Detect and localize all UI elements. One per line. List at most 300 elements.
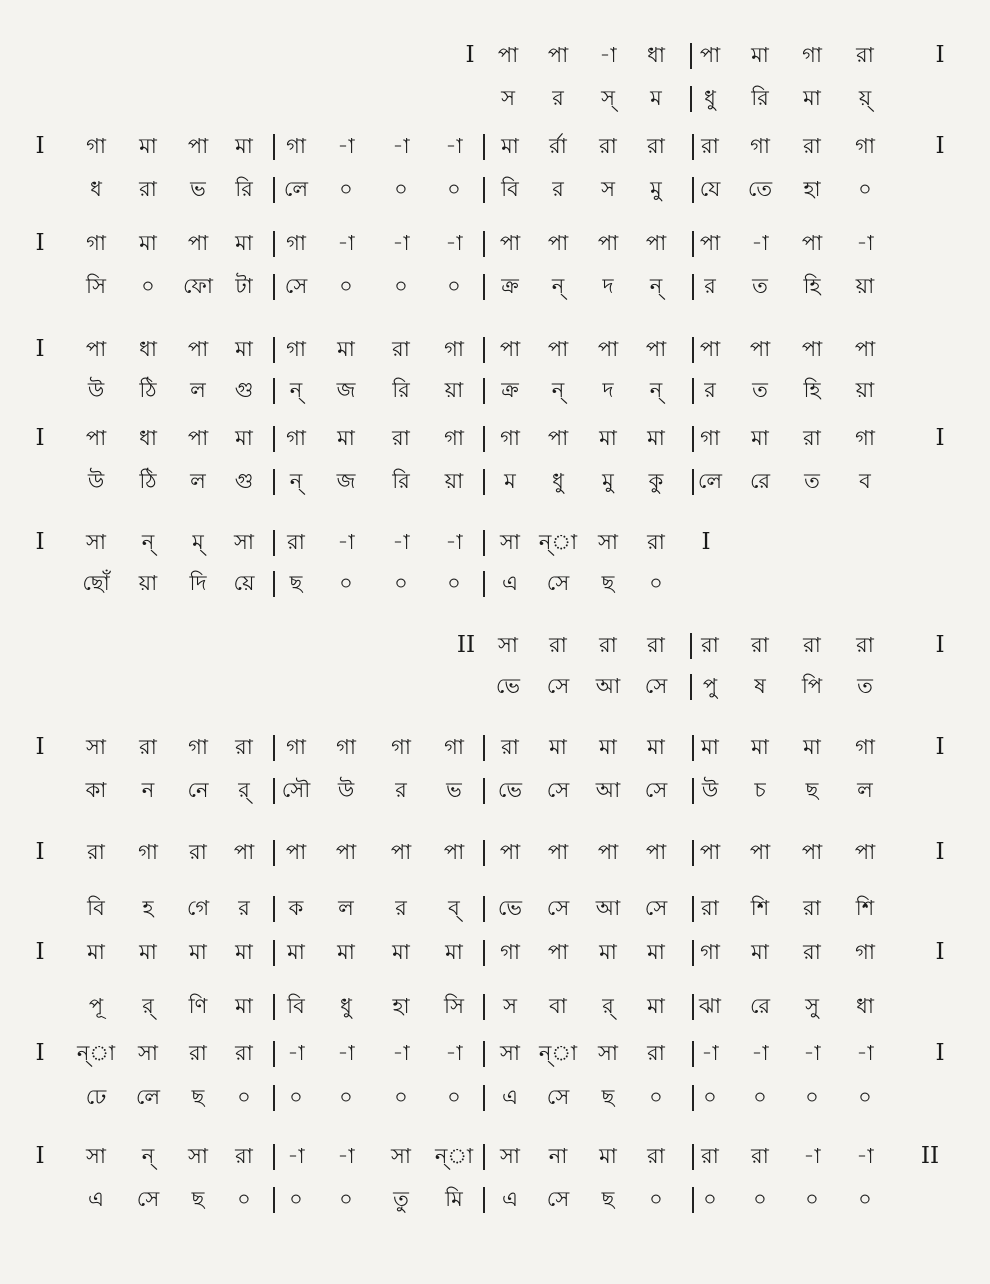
lyric-syllable: ভে [497, 778, 523, 802]
lyric-syllable: ন্ [551, 378, 565, 402]
lyric-syllable: র [395, 778, 407, 802]
swara-note: পা [443, 840, 465, 864]
measure-barline [273, 274, 275, 300]
measure-barline [690, 633, 692, 659]
swara-note: রা [139, 735, 157, 759]
swara-note: পা [187, 337, 209, 361]
swara-note: মা [139, 940, 157, 964]
swara-note: রা [701, 134, 719, 158]
measure-barline [692, 426, 694, 452]
swara-note: -া [751, 1041, 769, 1065]
lyric-syllable: হা [803, 177, 821, 201]
swara-note: গা [86, 231, 106, 255]
swara-note: পা [645, 840, 667, 864]
swara-note: -া [337, 530, 355, 554]
measure-barline [273, 1187, 275, 1213]
lyric-syllable: মি [445, 1187, 463, 1211]
section-open-marker: I [35, 1040, 45, 1066]
measure-barline [273, 1041, 275, 1067]
swara-note: -া [445, 530, 463, 554]
lyric-syllable: বি [287, 994, 305, 1018]
swara-note: -া [337, 134, 355, 158]
lyric-syllable: মা [235, 994, 253, 1018]
lyric-syllable: লে [135, 1085, 161, 1109]
measure-barline [273, 778, 275, 804]
lyric-syllable: স [501, 86, 515, 110]
lyric-syllable: আ [595, 674, 621, 698]
lyric-syllable: ধু [552, 469, 564, 493]
lyric-syllable: যে [699, 177, 721, 201]
swara-note: মা [751, 426, 769, 450]
lyric-syllable: উ [337, 778, 355, 802]
measure-barline [692, 1144, 694, 1170]
lyric-syllable: সে [546, 1187, 570, 1211]
swara-note: রা [599, 134, 617, 158]
measure-barline [483, 896, 485, 922]
swara-note: রা [751, 1144, 769, 1168]
swara-note: -া [751, 231, 769, 255]
lyric-syllable: ত [752, 274, 768, 298]
lyric-syllable: ০ [394, 1085, 408, 1109]
lyric-syllable: ০ [394, 177, 408, 201]
measure-barline [273, 735, 275, 761]
swara-note: ন্ [141, 1144, 155, 1168]
swara-note: ম্ [192, 530, 204, 554]
lyric-row [0, 986, 990, 1026]
lyric-syllable: ০ [289, 1187, 303, 1211]
section-close-marker: I [935, 939, 945, 965]
measure-barline [483, 994, 485, 1020]
swara-note: মা [501, 134, 519, 158]
swara-note: সা [188, 1144, 208, 1168]
lyric-syllable: ন্ [649, 378, 663, 402]
swara-note: রা [647, 530, 665, 554]
measure-barline [483, 778, 485, 804]
lyric-syllable: পু [702, 674, 718, 698]
lyric-syllable: স্ [601, 86, 615, 110]
lyric-syllable: ধু [704, 86, 716, 110]
measure-barline [692, 177, 694, 203]
swara-note: ন্া [76, 1041, 116, 1065]
swara-note: ন্ [141, 530, 155, 554]
lyric-syllable: ০ [394, 571, 408, 595]
swara-note: পা [699, 231, 721, 255]
measure-barline [273, 530, 275, 556]
swara-note: গা [700, 426, 720, 450]
lyric-syllable: ন [141, 778, 155, 802]
lyric-syllable: বি [87, 896, 105, 920]
swara-note: পা [749, 337, 771, 361]
lyric-syllable: ণি [188, 994, 208, 1018]
lyric-syllable: হি [803, 274, 821, 298]
swara-note: পা [499, 231, 521, 255]
lyric-syllable: ০ [703, 1085, 717, 1109]
lyric-syllable: ভ [190, 177, 206, 201]
swara-note: মা [599, 426, 617, 450]
lyric-syllable: পি [801, 674, 823, 698]
lyric-syllable: ঠি [139, 378, 157, 402]
lyric-row [0, 461, 990, 501]
lyric-syllable: হ [142, 896, 154, 920]
swara-note: রা [87, 840, 105, 864]
swara-note: পা [645, 337, 667, 361]
lyric-syllable: ত [804, 469, 820, 493]
lyric-syllable: ক [288, 896, 304, 920]
swara-note: রা [287, 530, 305, 554]
lyric-syllable: গু [234, 469, 254, 493]
lyric-syllable: য়া [138, 571, 158, 595]
measure-barline [692, 1085, 694, 1111]
lyric-syllable: সি [444, 994, 464, 1018]
lyric-syllable: য়া [444, 378, 464, 402]
swara-note: সা [498, 633, 518, 657]
lyric-syllable: সে [546, 896, 570, 920]
measure-barline [483, 1144, 485, 1170]
lyric-syllable: মু [602, 469, 614, 493]
lyric-syllable: রে [749, 469, 771, 493]
lyric-syllable: জ [336, 469, 356, 493]
swara-note: পা [187, 134, 209, 158]
lyric-syllable: রা [139, 177, 157, 201]
swara-note: -া [337, 1041, 355, 1065]
lyric-syllable: ন্ [289, 469, 303, 493]
lyric-syllable: ল [190, 469, 206, 493]
lyric-syllable: র্ [602, 994, 614, 1018]
swara-note: সা [86, 735, 106, 759]
measure-barline [692, 735, 694, 761]
swara-note: গা [286, 735, 306, 759]
swara-note: পা [390, 840, 412, 864]
swara-note: গা [286, 426, 306, 450]
lyric-syllable: পূ [88, 994, 104, 1018]
swara-note: ধা [647, 43, 665, 67]
swara-note: রা [803, 426, 821, 450]
lyric-syllable: এ [88, 1187, 104, 1211]
swara-note: মা [445, 940, 463, 964]
lyric-syllable: ত [752, 378, 768, 402]
lyric-syllable: ০ [339, 571, 353, 595]
lyric-syllable: র্ [238, 778, 250, 802]
swara-note: রা [235, 1041, 253, 1065]
lyric-syllable: ০ [447, 177, 461, 201]
swara-note: ধা [139, 426, 157, 450]
lyric-row [0, 78, 990, 118]
lyric-syllable: ছ [601, 1085, 615, 1109]
swara-note: মা [189, 940, 207, 964]
measure-barline [690, 674, 692, 700]
section-open-marker: I [35, 425, 45, 451]
lyric-syllable: রি [392, 469, 410, 493]
swara-note: গা [444, 337, 464, 361]
lyric-syllable: ন্ [551, 274, 565, 298]
measure-barline [483, 177, 485, 203]
swara-note: -া [856, 1144, 874, 1168]
swara-note: পা [497, 43, 519, 67]
lyric-syllable: সে [284, 274, 308, 298]
measure-barline [692, 896, 694, 922]
lyric-syllable: উ [701, 778, 719, 802]
swara-note: রা [647, 1144, 665, 1168]
section-close-marker: I [701, 529, 711, 555]
measure-barline [273, 571, 275, 597]
swara-note: র্রা [549, 134, 567, 158]
swara-note: -া [803, 1144, 821, 1168]
lyric-syllable: য়া [855, 378, 875, 402]
lyric-syllable: গে [186, 896, 210, 920]
lyric-syllable: ০ [753, 1187, 767, 1211]
lyric-syllable: ন্ [649, 274, 663, 298]
swara-note: মা [235, 337, 253, 361]
lyric-syllable: ষ [754, 674, 766, 698]
measure-barline [273, 378, 275, 404]
lyric-syllable: ব [859, 469, 871, 493]
lyric-syllable: ০ [339, 274, 353, 298]
swara-note: পা [699, 337, 721, 361]
swara-note: গা [802, 43, 822, 67]
swara-note: -া [445, 231, 463, 255]
lyric-syllable: ০ [447, 274, 461, 298]
lyric-syllable: গু [234, 378, 254, 402]
swara-note: -া [445, 134, 463, 158]
lyric-syllable: লে [697, 469, 723, 493]
swara-note: মা [139, 231, 157, 255]
measure-barline [273, 426, 275, 452]
lyric-syllable: বা [549, 994, 567, 1018]
swara-note: রা [647, 633, 665, 657]
lyric-syllable: ০ [649, 1187, 663, 1211]
swara-note: পা [85, 337, 107, 361]
section-open-marker: I [35, 1143, 45, 1169]
lyric-syllable: চ [754, 778, 766, 802]
lyric-row [0, 1179, 990, 1219]
measure-barline [692, 1187, 694, 1213]
swara-note: পা [547, 337, 569, 361]
swara-note: গা [855, 735, 875, 759]
swara-note: গা [286, 337, 306, 361]
swara-note: পা [335, 840, 357, 864]
swara-note: ন্া [538, 1041, 578, 1065]
swara-note: মা [392, 940, 410, 964]
lyric-syllable: সে [546, 674, 570, 698]
swara-note: মা [337, 940, 355, 964]
measure-barline [483, 337, 485, 363]
lyric-syllable: য়ে [233, 571, 255, 595]
swara-note: রা [803, 940, 821, 964]
section-open-marker: I [35, 839, 45, 865]
swara-note: গা [500, 940, 520, 964]
measure-barline [692, 940, 694, 966]
lyric-syllable: ০ [753, 1085, 767, 1109]
swara-note: রা [501, 735, 519, 759]
lyric-syllable: ফো [183, 274, 213, 298]
swara-note: মা [287, 940, 305, 964]
measure-barline [273, 994, 275, 1020]
lyric-row [0, 563, 990, 603]
lyric-syllable: জ [336, 378, 356, 402]
lyric-syllable: হি [803, 378, 821, 402]
lyric-syllable: মা [647, 994, 665, 1018]
lyric-syllable: তে [747, 177, 773, 201]
swara-note: গা [336, 735, 356, 759]
swara-row [0, 418, 990, 458]
lyric-syllable: ছ [601, 571, 615, 595]
lyric-syllable: র [552, 177, 564, 201]
swara-note: সা [86, 1144, 106, 1168]
lyric-syllable: ম [504, 469, 516, 493]
lyric-syllable: ছোঁ [82, 571, 110, 595]
section-close-marker: I [935, 133, 945, 159]
lyric-syllable: ধা [856, 994, 874, 1018]
lyric-syllable: রা [803, 896, 821, 920]
swara-note: -া [392, 530, 410, 554]
lyric-syllable: এ [502, 1085, 518, 1109]
lyric-syllable: সু [805, 994, 819, 1018]
swara-note: মা [751, 735, 769, 759]
measure-barline [483, 378, 485, 404]
lyric-syllable: স [503, 994, 517, 1018]
measure-barline [692, 337, 694, 363]
lyric-syllable: রে [749, 994, 771, 1018]
measure-barline [273, 896, 275, 922]
lyric-syllable: রি [392, 378, 410, 402]
section-open-marker: I [35, 336, 45, 362]
lyric-syllable: কু [648, 469, 664, 493]
lyric-syllable: য়া [855, 274, 875, 298]
swara-note: পা [597, 337, 619, 361]
lyric-syllable: ০ [339, 1187, 353, 1211]
swara-note: মা [599, 735, 617, 759]
swara-note: -া [599, 43, 617, 67]
swara-note: গা [188, 735, 208, 759]
swara-note: গা [86, 134, 106, 158]
swara-note: পা [645, 231, 667, 255]
swara-note: গা [444, 735, 464, 759]
lyric-syllable: ত [857, 674, 873, 698]
lyric-syllable: ক্র [501, 378, 519, 402]
measure-barline [273, 231, 275, 257]
swara-note: পা [749, 840, 771, 864]
swara-row [0, 625, 990, 665]
swara-note: মা [751, 43, 769, 67]
swara-note: সা [500, 1041, 520, 1065]
swara-note: গা [391, 735, 411, 759]
lyric-syllable: সে [546, 571, 570, 595]
measure-barline [483, 840, 485, 866]
swara-note: রা [647, 1041, 665, 1065]
lyric-syllable: ক্র [501, 274, 519, 298]
swara-note: না [548, 1144, 568, 1168]
lyric-syllable: ছ [191, 1085, 205, 1109]
lyric-syllable: ০ [447, 571, 461, 595]
lyric-syllable: ০ [394, 274, 408, 298]
section-open-marker: I [35, 133, 45, 159]
section-close-marker: II [920, 1143, 940, 1169]
swara-note: গা [855, 426, 875, 450]
measure-barline [483, 1041, 485, 1067]
swara-note: পা [547, 840, 569, 864]
section-close-marker: I [935, 1040, 945, 1066]
lyric-syllable: ০ [858, 177, 872, 201]
section-close-marker: I [935, 425, 945, 451]
swara-note: রা [392, 337, 410, 361]
swara-note: -া [287, 1144, 305, 1168]
lyric-syllable: ব্ [448, 896, 460, 920]
swara-note: মা [549, 735, 567, 759]
lyric-syllable: র [704, 274, 716, 298]
lyric-syllable: র [238, 896, 250, 920]
lyric-syllable: ছ [289, 571, 303, 595]
lyric-syllable: ০ [339, 1085, 353, 1109]
swara-note: -া [445, 1041, 463, 1065]
measure-barline [692, 274, 694, 300]
lyric-syllable: য়া [444, 469, 464, 493]
swara-row [0, 35, 990, 75]
swara-note: পা [801, 840, 823, 864]
swara-note: গা [855, 134, 875, 158]
swara-note: পা [547, 43, 569, 67]
swara-row [0, 1033, 990, 1073]
swara-note: সা [234, 530, 254, 554]
swara-note: পা [547, 426, 569, 450]
swara-row [0, 727, 990, 767]
swara-note: -া [856, 1041, 874, 1065]
swara-note: মা [751, 940, 769, 964]
swara-note: রা [856, 633, 874, 657]
lyric-row [0, 266, 990, 306]
lyric-syllable: ল [857, 778, 873, 802]
swara-note: পা [854, 337, 876, 361]
swara-note: রা [599, 633, 617, 657]
swara-note: মা [235, 231, 253, 255]
measure-barline [273, 1144, 275, 1170]
swara-note: মা [235, 134, 253, 158]
lyric-syllable: ভ [446, 778, 462, 802]
lyric-syllable: সে [644, 674, 668, 698]
measure-barline [692, 1041, 694, 1067]
measure-barline [692, 134, 694, 160]
lyric-syllable: তু [393, 1187, 409, 1211]
lyric-syllable: ঢে [85, 1085, 107, 1109]
swara-note: মা [803, 735, 821, 759]
lyric-row [0, 370, 990, 410]
swara-note: পা [854, 840, 876, 864]
lyric-syllable: ঠি [139, 469, 157, 493]
swara-note: সা [500, 530, 520, 554]
swara-note: রা [751, 633, 769, 657]
swara-note: রা [701, 633, 719, 657]
lyric-syllable: ন্ [289, 378, 303, 402]
lyric-syllable: আ [595, 778, 621, 802]
lyric-syllable: ০ [237, 1085, 251, 1109]
swara-note: সা [138, 1041, 158, 1065]
swara-note: গা [500, 426, 520, 450]
lyric-syllable: ধু [340, 994, 352, 1018]
section-open-marker: II [456, 632, 476, 658]
swara-note: গা [855, 940, 875, 964]
swara-note: সা [391, 1144, 411, 1168]
measure-barline [692, 231, 694, 257]
swara-note: মা [647, 940, 665, 964]
swara-note: মা [337, 426, 355, 450]
lyric-syllable: ০ [805, 1085, 819, 1109]
measure-barline [273, 177, 275, 203]
lyric-syllable: ০ [649, 571, 663, 595]
measure-barline [692, 994, 694, 1020]
swara-note: পা [499, 840, 521, 864]
lyric-syllable: রি [751, 86, 769, 110]
lyric-syllable: উ [87, 378, 105, 402]
swara-note: রা [189, 840, 207, 864]
